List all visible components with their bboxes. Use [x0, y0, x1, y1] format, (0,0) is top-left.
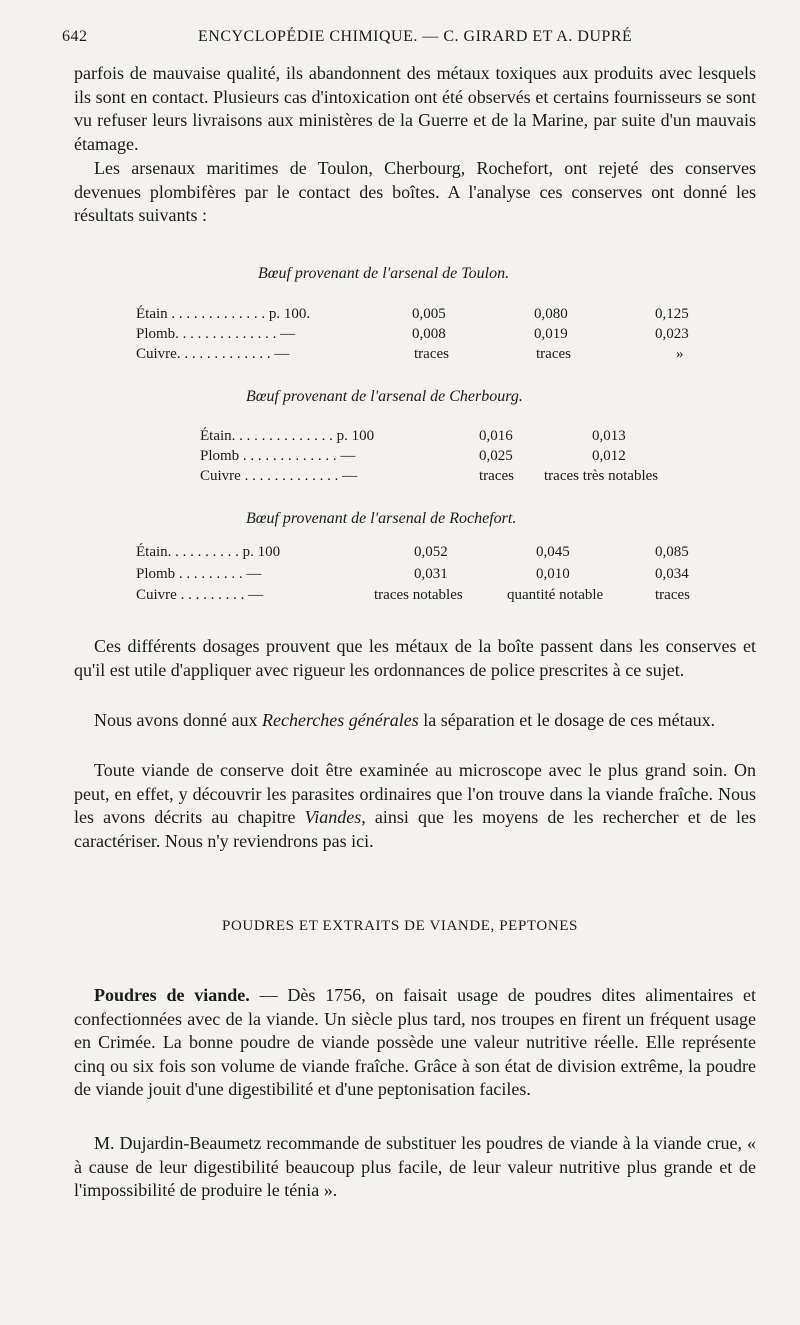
cell: traces notables	[374, 587, 463, 603]
text: , ainsi que les moyens de les rechercher et de les caractériser. Nous n'y reviendrons pas ici.	[74, 807, 756, 851]
cell: 0,052	[414, 544, 448, 560]
paragraph-dosages: Ces différents dosages prouvent que les métaux de la boîte passent dans les conserves et qu'il est utile d'appliquer avec rigueur les ordonnances de police prescrites à ce sujet.	[74, 636, 756, 680]
paragraph-intro: parfois de mauvaise qualité, ils abandonnent des métaux toxiques aux produits avec lesquels ils sont en contact. Plusieurs cas d'intoxication ont été observés et certains fournisseurs se sont vu refuser leurs livraisons aux ministères de la Guerre et de la Marine, par suite d'un mauvais étamage.	[74, 63, 756, 154]
text: la séparation et le dosage de ces métaux.	[418, 710, 716, 730]
caption-cherbourg: Bœuf provenant de l'arsenal de Cherbourg.	[246, 388, 523, 405]
italic-reference: Recherches générales	[261, 710, 419, 730]
cell: 0,045	[536, 544, 570, 560]
cell: quantité notable	[507, 587, 604, 603]
cell: 0,013	[592, 428, 626, 444]
row-label: Cuivre. . . . . . . . . . . . . —	[136, 346, 290, 362]
row-label: Cuivre . . . . . . . . . . . . . —	[200, 468, 358, 484]
caption-rochefort: Bœuf provenant de l'arsenal de Rochefort.	[246, 510, 517, 527]
page-number: 642	[62, 28, 88, 45]
cell: 0,031	[414, 566, 448, 582]
cell: 0,016	[479, 428, 513, 444]
row-label: Plomb . . . . . . . . . . . . . —	[200, 448, 356, 464]
row-label: Étain. . . . . . . . . . . . . . p. 100	[200, 428, 375, 444]
text: — Dès 1756, on faisait usage de poudres dites alimentaires et confectionnées avec de la viande. Un siècle plus tard, nos troupes en firent un fréquent usage en Crimée. La bonne poudre de viande possède une valeur nutritive réelle. Elle représente cinq ou six fois son volume de viande fraîche. Grâce à son état de division extrême, la poudre de viande jouit d'une digestibilité et d'une peptonisation faciles.	[74, 985, 756, 1100]
italic-reference: Viandes	[304, 807, 362, 828]
row-label: Cuivre . . . . . . . . . —	[136, 587, 264, 603]
cell: »	[676, 346, 684, 362]
run-in-heading: Poudres de viande.	[94, 985, 250, 1005]
text: Nous avons donné aux	[94, 710, 262, 730]
cell: 0,023	[655, 326, 689, 342]
section-title: POUDRES ET EXTRAITS DE VIANDE, PEPTONES	[222, 918, 578, 934]
paragraph-dujardin: M. Dujardin-Beaumetz recommande de substituer les poudres de viande à la viande crue, « à cause de leur digestibilité beaucoup plus facile, de leur valeur nutritive plus grande et de l'impossibilité de produire le ténia ».	[74, 1133, 756, 1201]
cell: 0,005	[412, 306, 446, 322]
cell: 0,010	[536, 566, 570, 582]
row-label: Étain . . . . . . . . . . . . . p. 100.	[136, 306, 311, 322]
paragraph-recherches	[74, 709, 756, 733]
cell: 0,034	[655, 566, 689, 582]
running-title: ENCYCLOPÉDIE CHIMIQUE. — C. GIRARD ET A. DUPRÉ	[198, 28, 633, 45]
cell: 0,008	[412, 326, 446, 342]
row-label: Plomb . . . . . . . . . —	[136, 566, 262, 582]
cell: 0,025	[479, 448, 513, 464]
cell: 0,125	[655, 306, 689, 322]
caption-toulon: Bœuf provenant de l'arsenal de Toulon.	[258, 265, 510, 282]
page-header	[62, 24, 732, 52]
cell: 0,012	[592, 448, 626, 464]
cell: 0,080	[534, 306, 568, 322]
cell: 0,019	[534, 326, 568, 342]
cell: traces	[536, 346, 571, 362]
cell: traces	[655, 587, 690, 603]
cell: traces très notables	[544, 468, 659, 484]
cell: traces	[414, 346, 449, 362]
row-label: Plomb. . . . . . . . . . . . . . —	[136, 326, 296, 342]
paragraph-poudres	[74, 984, 756, 1102]
text: Toute viande de conserve doit être examinée au microscope avec le plus grand soin. On peut, en effet, y découvrir les parasites ordinaires que l'on trouve dans la viande fraîche. Nous les avons décrits au chapitre	[74, 760, 756, 828]
paragraph-microscope	[74, 759, 756, 853]
cell: 0,085	[655, 544, 689, 560]
paragraph-arsenaux: Les arsenaux maritimes de Toulon, Cherbourg, Rochefort, ont rejeté des conserves devenues plombifères par le contact des boîtes. A l'analyse ces conserves ont donné les résultats suivants :	[74, 158, 756, 226]
row-label: Étain. . . . . . . . . . p. 100	[136, 544, 281, 560]
cell: traces	[479, 468, 514, 484]
